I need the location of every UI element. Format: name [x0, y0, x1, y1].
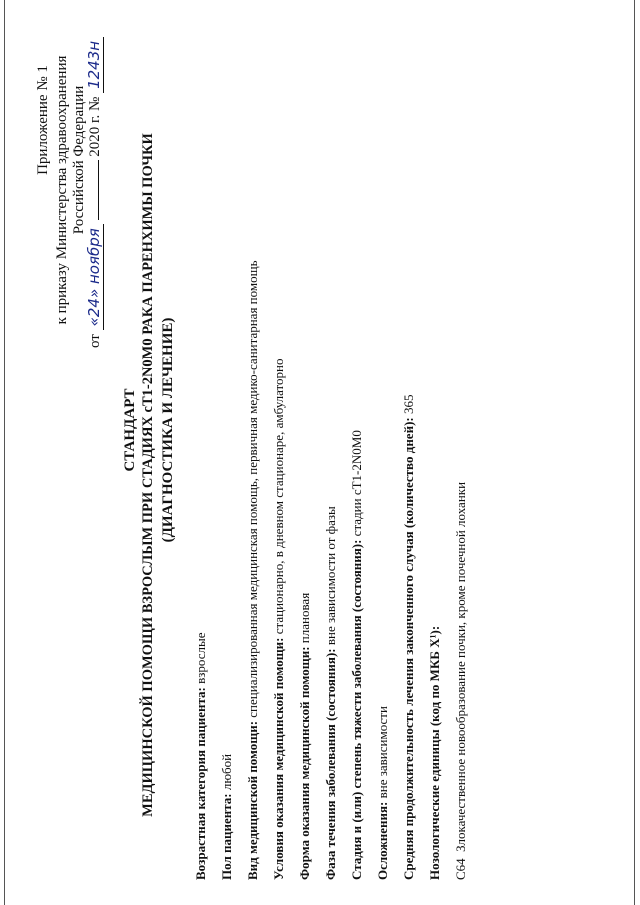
diagnosis-code: C64 [453, 858, 468, 880]
field-nosology: Нозологические единицы (код по МКБ X¹): [427, 625, 442, 880]
page-title: СТАНДАРТ [122, 388, 138, 472]
diagnosis-row [453, 40, 468, 880]
handwritten-number: 1243н [85, 37, 104, 93]
field-care-conditions: Условия оказания медицинской помощи: стационарно, в дневном стационаре, амбулаторно [271, 358, 286, 880]
field-care-type: Вид медицинской помощи: специализированная медицинская помощь, первичная медико-санитарная помощь [245, 260, 260, 880]
field-complications: Осложнения: вне зависимости [375, 706, 390, 880]
scan-edge-right [634, 0, 635, 905]
field-disease-phase: Фаза течения заболевания (состояния): вне зависимости от фазы [323, 506, 338, 880]
date-prefix: от [87, 334, 103, 348]
header-federation: Российской Федерации [71, 85, 87, 235]
date-underline [98, 160, 99, 220]
diagnosis-text: Злокачественное новообразование почки, кроме почечной лоханки [453, 481, 468, 852]
header-appendix: Приложение № 1 [35, 65, 51, 175]
field-disease-stage: Стадия и (или) степень тяжести заболевания (состояния): стадии cT1-2N0M0 [349, 430, 364, 880]
handwritten-date: «24» ноября [85, 224, 104, 330]
title-line-2: (ДИАГНОСТИКА И ЛЕЧЕНИЕ) [160, 317, 176, 543]
field-age: Возрастная категория пациента: взрослые [193, 632, 208, 880]
field-care-form: Форма оказания медицинской помощи: плановая [297, 592, 312, 880]
title-line-1: МЕДИЦИНСКОЙ ПОМОЩИ ВЗРОСЛЫМ ПРИ СТАДИЯХ cT1-2N0M0 РАКА ПАРЕНХИМЫ ПОЧКИ [140, 133, 156, 817]
header-to-order: к приказу Министерства здравоохранения [54, 55, 70, 325]
header-date-line [85, 40, 103, 348]
scan-edge-left [4, 0, 5, 905]
year-suffix: 2020 г. № [87, 96, 103, 157]
field-duration: Средняя продолжительность лечения законченного случая (количество дней): 365 [401, 394, 416, 880]
field-sex: Пол пациента: любой [219, 753, 234, 880]
